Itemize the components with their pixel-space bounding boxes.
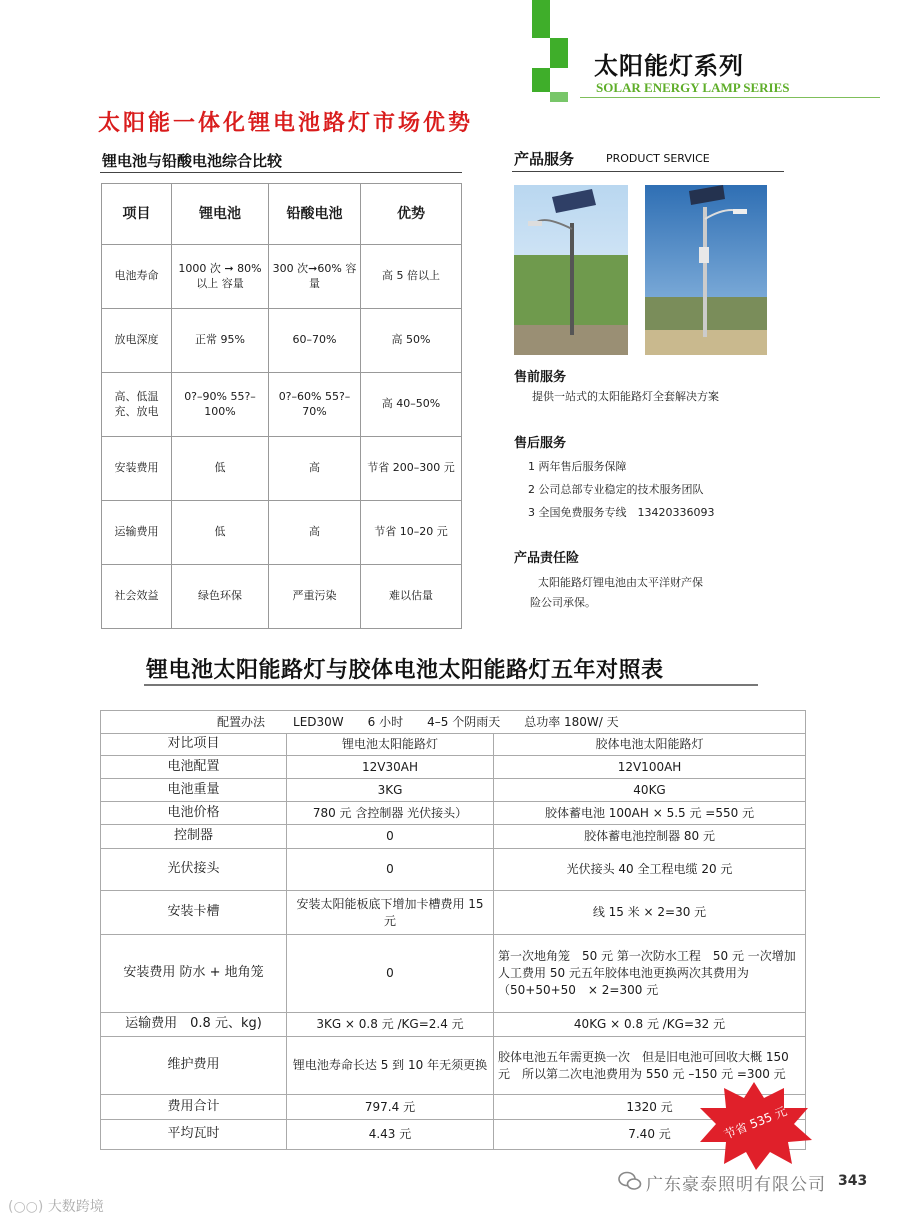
table-cell: 797.4 元 [287,1095,494,1120]
table-row [101,849,806,891]
table-row [102,373,462,437]
table-row [102,309,462,373]
config-label: 配置办法 [217,714,266,729]
table-cell: 低 [172,501,269,565]
table-cell: 控制器 [101,825,287,849]
header-rule [580,97,880,98]
table-row [101,756,806,779]
aftersale-item: 1 两年售后服务保障 [528,460,627,473]
header-deco-square [532,68,550,92]
table-cell: 1000 次 ➞ 80% 以上 容量 [172,245,269,309]
five-year-title-rule [144,684,758,686]
table-cell: 电池价格 [101,802,287,825]
config-cell [101,711,806,734]
table-cell: 12V30AH [287,756,494,779]
presale-text: 提供一站式的太阳能路灯全套解决方案 [532,390,719,403]
service-title: 产品服务 [514,150,575,168]
table-cell: 0 [287,825,494,849]
table-cell: 电池配置 [101,756,287,779]
street-light-photo [514,185,628,355]
table-row [101,935,806,1013]
header-deco-square [550,92,568,102]
table-cell: 放电深度 [102,309,172,373]
table-row [101,825,806,849]
table-row [101,779,806,802]
table-cell: 锂电池寿命长达 5 到 10 年无须更换 [287,1037,494,1095]
table-cell: 高 [269,501,361,565]
header-deco-square [532,0,550,38]
table-header-row [102,184,462,245]
table-header-cell: 优势 [361,184,462,245]
wechat-icon [618,1170,642,1196]
table-row [102,501,462,565]
table-cell: 胶体蓄电池控制器 80 元 [494,825,806,849]
table-cell: 300 次➞60% 容量 [269,245,361,309]
table-header-cell: 锂电池 [172,184,269,245]
table-cell: 3KG × 0.8 元 /KG=2.4 元 [287,1013,494,1037]
aftersale-item: 3 全国免费服务专线 13420336093 [528,506,715,519]
table-cell: 绿色环保 [172,565,269,629]
insurance-title: 产品责任险 [514,551,580,566]
table-cell: 节省 200–300 元 [361,437,462,501]
watermark-icon: (○○) [8,1199,44,1215]
table-row [101,1013,806,1037]
table-cell: 0 [287,935,494,1013]
table-cell: 节省 10–20 元 [361,501,462,565]
table-cell: 4.43 元 [287,1120,494,1150]
comparison-rule [100,172,462,173]
five-year-title: 锂电池太阳能路灯与胶体电池太阳能路灯五年对照表 [146,658,664,683]
insurance-text: 太阳能路灯锂电池由太平洋财产保 [538,576,703,589]
table-cell: 平均瓦时 [101,1120,287,1150]
table-cell: 0?–60% 55?–70% [269,373,361,437]
table-row [101,802,806,825]
table-row [102,245,462,309]
watermark [8,1196,104,1216]
main-title: 太阳能一体化锂电池路灯市场优势 [98,111,474,136]
table-header-cell: 项目 [102,184,172,245]
table-cell: 7.40 元 [494,1120,806,1150]
page-number: 343 [838,1173,868,1189]
header-deco-square [550,38,568,68]
table-cell: 低 [172,437,269,501]
table-cell: 安装卡槽 [101,891,287,935]
insurance-text: 险公司承保。 [530,596,596,609]
table-cell: 40KG × 0.8 元 /KG=32 元 [494,1013,806,1037]
presale-title: 售前服务 [514,370,567,385]
table-header-cell: 胶体电池太阳能路灯 [494,734,806,756]
savings-badge [694,1080,814,1172]
table-cell: 严重污染 [269,565,361,629]
table-cell: 电池重量 [101,779,287,802]
series-subtitle: SOLAR ENERGY LAMP SERIES [596,80,790,95]
savings-badge-text: 节省 535 元 [721,1104,789,1142]
table-cell: 第一次地角笼 50 元 第一次防水工程 50 元 一次增加人工费用 50 元五年胶体电池更换两次其费用为 （50+50+50 × 2=300 元 [494,935,806,1013]
table-cell: 胶体蓄电池 100AH × 5.5 元 =550 元 [494,802,806,825]
table-cell: 社会效益 [102,565,172,629]
aftersale-item: 2 公司总部专业稳定的技术服务团队 [528,483,704,496]
table-cell: 1320 元 [494,1095,806,1120]
street-light-photo [645,185,767,355]
table-cell: 高 5 倍以上 [361,245,462,309]
table-cell: 运输费用 [102,501,172,565]
table-header-row [101,734,806,756]
table-row [102,437,462,501]
config-row [101,711,806,734]
config-value: LED30W 6 小时 4–5 个阴雨天 总功率 180W/ 天 [293,714,619,729]
table-cell: 780 元 含控制器 光伏接头） [287,802,494,825]
table-cell: 安装太阳能板底下增加卡槽费用 15 元 [287,891,494,935]
table-cell: 40KG [494,779,806,802]
table-cell: 安装费用 [102,437,172,501]
comparison-table [101,183,462,629]
table-header-cell: 铅酸电池 [269,184,361,245]
table-cell: 60–70% [269,309,361,373]
table-cell: 运输费用 0.8 元、kg) [101,1013,287,1037]
table-cell: 电池寿命 [102,245,172,309]
table-cell: 维护费用 [101,1037,287,1095]
table-cell: 光伏接头 [101,849,287,891]
table-row [102,565,462,629]
company-name: 广东豪泰照明有限公司 [646,1175,826,1195]
table-cell: 0?–90% 55?–100% [172,373,269,437]
table-cell: 高 50% [361,309,462,373]
table-header-cell: 对比项目 [101,734,287,756]
table-cell: 胶体电池五年需更换一次 但是旧电池可回收大概 150 元 所以第二次电池费用为 550 元 –150 元 =300 元 [494,1037,806,1095]
comparison-title: 锂电池与铅酸电池综合比较 [102,152,283,170]
table-cell: 3KG [287,779,494,802]
watermark-text: 大数跨境 [47,1199,104,1215]
table-cell: 难以估量 [361,565,462,629]
aftersale-title: 售后服务 [514,436,567,451]
service-title-en: PRODUCT SERVICE [606,152,710,165]
table-cell: 安装费用 防水 + 地角笼 [101,935,287,1013]
table-cell: 费用合计 [101,1095,287,1120]
table-row [101,891,806,935]
series-title: 太阳能灯系列 [594,51,744,80]
table-cell: 高 40–50% [361,373,462,437]
service-rule [512,171,784,172]
table-cell: 线 15 米 × 2=30 元 [494,891,806,935]
table-cell: 0 [287,849,494,891]
table-header-cell: 锂电池太阳能路灯 [287,734,494,756]
table-cell: 12V100AH [494,756,806,779]
table-cell: 高 [269,437,361,501]
table-cell: 高、低温 充、放电 [102,373,172,437]
table-cell: 正常 95% [172,309,269,373]
table-cell: 光伏接头 40 全工程电缆 20 元 [494,849,806,891]
